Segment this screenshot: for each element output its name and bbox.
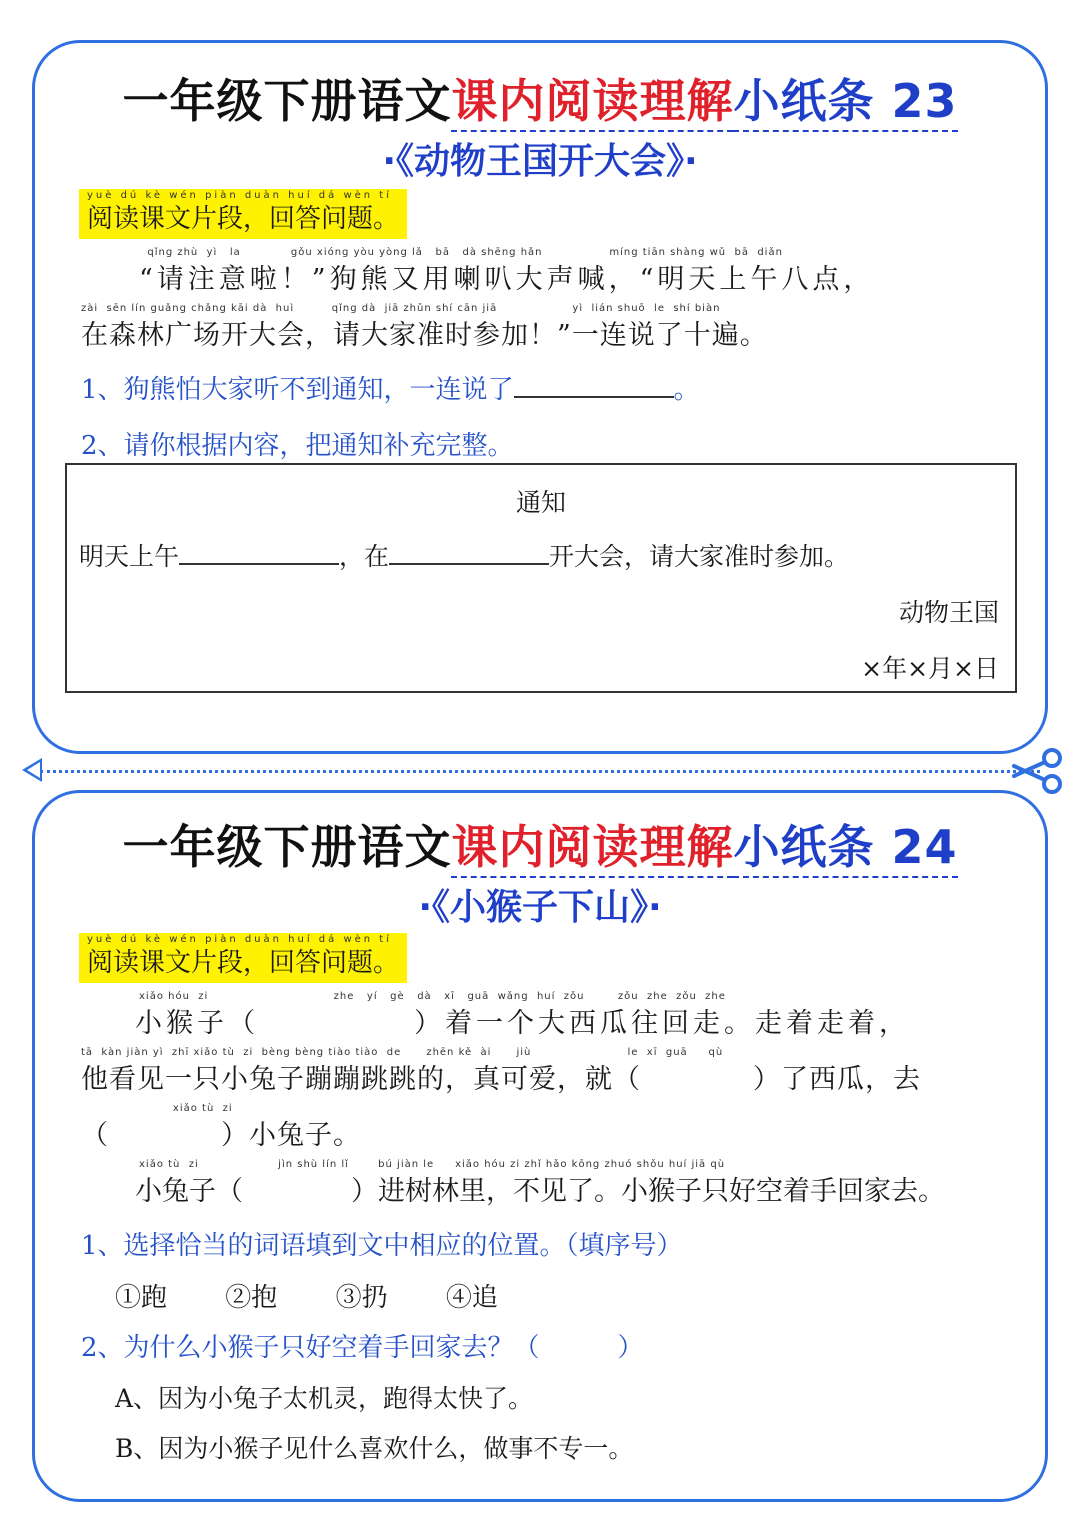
- question-1-end: 。: [673, 375, 700, 405]
- answer-b: B、因为小猴子见什么喜欢什么，做事不专一。: [115, 1434, 634, 1463]
- scissors-icon: [1010, 746, 1066, 796]
- notice-text-c: 开大会，请大家准时参加。: [549, 542, 850, 571]
- card-title: [35, 811, 1045, 877]
- instruction-text: 阅读课文片段，回答问题。: [87, 948, 400, 978]
- passage-pinyin-3: xiǎo tù zi: [81, 1103, 233, 1114]
- title-part-blue: 小纸条 24: [733, 820, 957, 878]
- passage-line-2: 在森林广场开大会，请大家准时参加！”一连说了十遍。: [81, 320, 768, 351]
- instruction-pinyin: yuè dú kè wén piàn duàn huí dá wèn tí: [87, 934, 392, 945]
- notice-box: [65, 463, 1017, 693]
- notice-blank-time[interactable]: [179, 539, 339, 565]
- option-2: ②抱: [225, 1283, 278, 1313]
- title-part-red: 课内阅读理解: [451, 74, 733, 132]
- cut-line: [40, 770, 1040, 773]
- instruction-badge: [79, 933, 407, 983]
- title-part-black: 一年级下册语文: [122, 74, 452, 128]
- passage-pinyin-1: xiǎo hóu zi zhe yí gè dà xī guā wǎng huí zǒu zǒu zhe zǒu zhe: [139, 991, 726, 1002]
- passage-pinyin-1: qǐng zhù yì la gǒu xióng yòu yòng lǎ bā dà shēng hǎn míng tiān shàng wǔ bā diǎn: [139, 247, 783, 258]
- answer-blank[interactable]: [514, 372, 674, 398]
- notice-title: 通知: [515, 488, 566, 517]
- notice-body: [79, 537, 849, 573]
- passage-line-1: 小猴子（ ）着一个大西瓜往回走。走着走着，: [135, 1008, 910, 1039]
- instruction-text: 阅读课文片段，回答问题。: [87, 204, 400, 234]
- option-3: ③扔: [335, 1283, 388, 1313]
- instruction-badge: [79, 189, 407, 239]
- option-list: [115, 1277, 548, 1314]
- answer-a: A、因为小兔子太机灵，跑得太快了。: [115, 1384, 534, 1413]
- question-2: 2、为什么小猴子只好空着手回家去？（ ）: [81, 1333, 644, 1363]
- worksheet-card-23: [32, 40, 1048, 754]
- question-1-text: 1、狗熊怕大家听不到通知，一连说了: [81, 375, 514, 405]
- passage-line-4: 小兔子（ ）进树林里，不见了。小猴子只好空着手回家去。: [135, 1176, 945, 1207]
- title-part-blue: 小纸条 23: [733, 74, 957, 132]
- cut-arrow-icon: [22, 758, 42, 782]
- passage-pinyin-2: zài sēn lín guǎng chǎng kāi dà huì qǐng dà jiā zhǔn shí cān jiā yì lián shuō le shí biàn: [81, 303, 721, 314]
- passage-line-2: 他看见一只小兔子蹦蹦跳跳的，真可爱，就（ ）了西瓜，去: [81, 1064, 921, 1095]
- option-1: ①跑: [115, 1283, 168, 1313]
- question-2: 2、请你根据内容，把通知补充完整。: [81, 431, 514, 461]
- passage-pinyin-2: tā kàn jiàn yì zhī xiǎo tù zi bèng bèng tiào tiào de zhēn kě ài jiù le xī guā qù: [81, 1047, 724, 1058]
- worksheet-card-24: [32, 790, 1048, 1502]
- passage-line-1: “请注意啦！”狗熊又用喇叭大声喊，“明天上午八点，: [139, 264, 875, 295]
- notice-signature: 动物王国: [898, 598, 999, 627]
- card-subtitle: ·《小猴子下山》·: [418, 887, 662, 928]
- title-part-black: 一年级下册语文: [122, 820, 452, 874]
- instruction-pinyin: yuè dú kè wén piàn duàn huí dá wèn tí: [87, 190, 392, 201]
- passage-pinyin-4: xiǎo tù zi jìn shù lín lǐ bú jiàn le xiǎo hóu zi zhǐ hǎo kōng zhuó shǒu huí jiā qù: [139, 1159, 726, 1170]
- option-4: ④追: [445, 1283, 498, 1313]
- notice-date: ×年×月×日: [861, 654, 999, 683]
- passage-line-3: （ ）小兔子。: [81, 1120, 361, 1151]
- card-title: [35, 65, 1045, 131]
- question-1: [81, 369, 700, 406]
- question-1: 1、选择恰当的词语填到文中相应的位置。（填序号）: [81, 1231, 683, 1261]
- card-subtitle: ·《动物王国开大会》·: [382, 141, 698, 182]
- notice-text-a: 明天上午: [79, 542, 180, 571]
- title-part-red: 课内阅读理解: [451, 820, 733, 878]
- notice-text-b: ，在: [339, 542, 390, 571]
- notice-blank-place[interactable]: [389, 539, 549, 565]
